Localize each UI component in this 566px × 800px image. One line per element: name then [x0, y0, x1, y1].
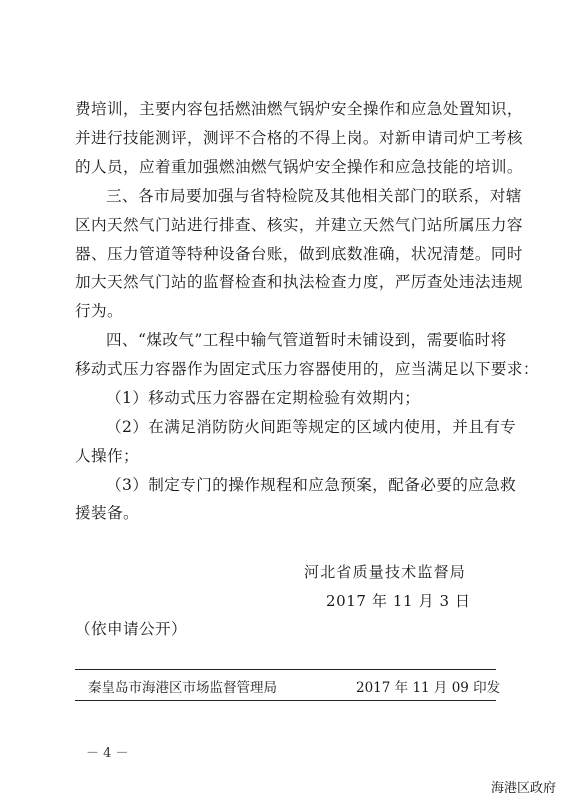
- watermark-label: 海港区政府: [491, 781, 557, 796]
- body-line: 人操作；: [75, 447, 139, 465]
- footer-print-date: 2017 年 11 月 09 印发: [356, 680, 501, 696]
- body-line: 三、各市局要加强与省特检院及其他相关部门的联系，对辖: [106, 187, 522, 205]
- page-number: － 4 －: [86, 746, 129, 761]
- body-line: 区内天然气门站进行排查、核实，并建立天然气门站所属压力容: [75, 216, 523, 234]
- signature-date: 2017 年 11 月 3 日: [326, 592, 471, 610]
- body-line: 的人员，应着重加强燃油燃气锅炉安全操作和应急技能的培训。: [75, 158, 523, 176]
- footer-top-rule: [75, 669, 496, 670]
- body-line: （2）在满足消防防火间距等规定的区域内使用，并且有专: [106, 418, 517, 436]
- body-line: （1）移动式压力容器在定期检验有效期内；: [106, 389, 421, 407]
- body-line: 行为。: [75, 302, 123, 320]
- signature-org: 河北省质量技术监督局: [304, 563, 467, 581]
- body-line: （3）制定专门的操作规程和应急预案，配备必要的应急救: [106, 476, 517, 494]
- footer-issuer: 秦皇岛市海港区市场监督管理局: [88, 680, 277, 696]
- body-line: 费培训，主要内容包括燃油燃气锅炉安全操作和应急处置知识，: [75, 100, 523, 118]
- body-line: 四、“煤改气”工程中输气管道暂时未铺设到，需要临时将: [106, 331, 507, 349]
- disclosure-note: （依申请公开）: [75, 620, 187, 638]
- body-line: 并进行技能测评，测评不合格的不得上岗。对新申请司炉工考核: [75, 129, 523, 147]
- body-line: 加大天然气门站的监督检查和执法检查力度，严厉查处违法违规: [75, 273, 523, 291]
- body-line: 器、压力管道等特种设备台账，做到底数准确，状况清楚。同时: [75, 245, 523, 263]
- body-line: 移动式压力容器作为固定式压力容器使用的，应当满足以下要求：: [75, 360, 539, 378]
- footer-bottom-rule: [75, 700, 496, 701]
- body-line: 援装备。: [75, 504, 139, 522]
